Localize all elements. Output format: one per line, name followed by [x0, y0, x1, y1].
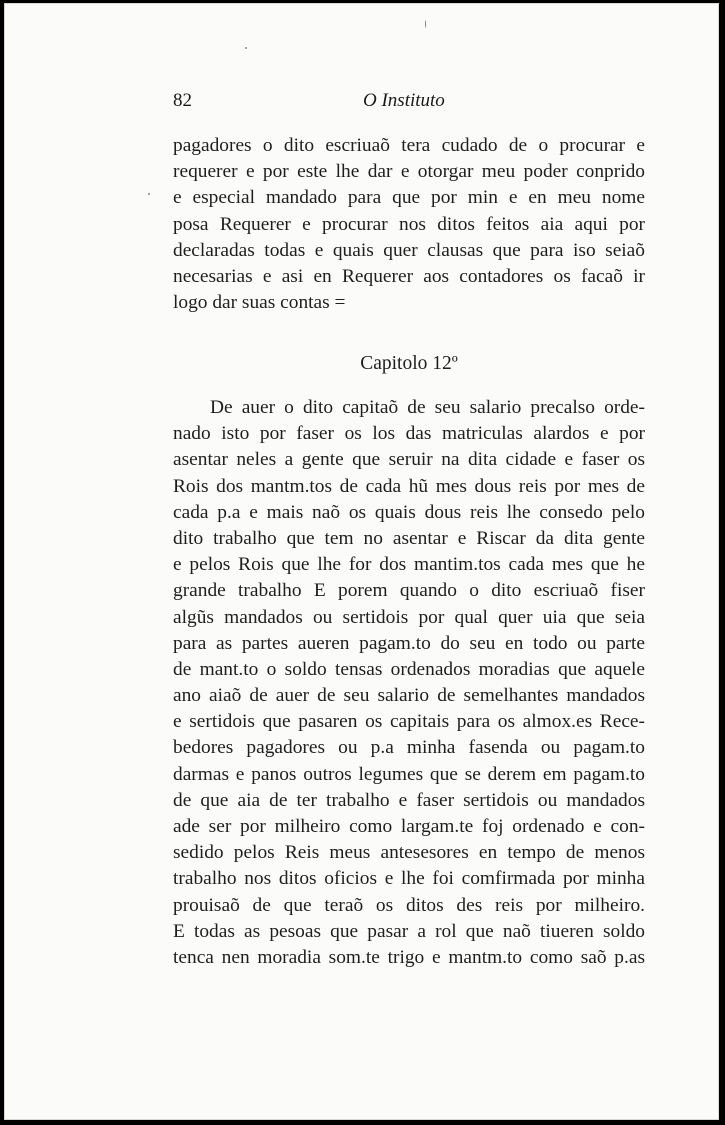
- text-line: algũs mandados ou sertidois por qual quer uia que seia: [173, 606, 645, 628]
- text-line: cada p.a e mais naõ os quais dous reis lhe consedo pelo: [173, 501, 645, 523]
- text-line: e especial mandado para que por min e en meu nome: [173, 187, 645, 209]
- paragraph-2: [173, 395, 645, 971]
- text-line: grande trabalho E porem quando o dito escriuaõ fiser: [173, 580, 645, 602]
- text-line: De auer o dito capitaõ de seu salario precalso orde-: [210, 397, 645, 418]
- text-line: ano aiaõ de auer de seu salario de semelhantes mandados: [173, 685, 645, 707]
- text-line: E todas as pesoas que pasar a rol que naõ tiueren soldo: [173, 920, 645, 942]
- text-line: ade ser por milheiro como largam.te foj ordenado e con-: [173, 816, 645, 837]
- text-line: requerer e por este lhe dar e otorgar meu poder conprido: [173, 161, 645, 183]
- text-line: sedido pelos Reis meus antesesores en tempo de menos: [173, 842, 645, 864]
- page-number: 82: [173, 90, 192, 111]
- text-line: bedores pagadores ou p.a minha fasenda ou pagam.to: [173, 737, 645, 759]
- running-title: O Instituto: [363, 90, 445, 111]
- text-line: tenca nen moradia som.te trigo e mantm.to como saõ p.as: [173, 946, 645, 968]
- chapter-heading: Capitolo 12º: [360, 353, 458, 374]
- text-line: Rois dos mantm.tos de cada hũ mes dous reis por mes de: [173, 475, 645, 497]
- text-line: asentar neles a gente que seruir na dita cidade e faser os: [173, 449, 645, 471]
- book-page: [4, 3, 719, 1120]
- paper-speck: [425, 20, 426, 28]
- text-line: e sertidois que pasaren os capitais para os almox.es Rece-: [173, 711, 645, 733]
- text-line: logo dar suas contas =: [173, 292, 346, 314]
- text-line: de que aia de ter trabalho e faser sertidois ou mandados: [173, 789, 645, 811]
- text-line: e pelos Rois que lhe for dos mantim.tos cada mes que he: [173, 554, 645, 576]
- text-line: para as partes aueren pagam.to do seu en todo ou parte: [173, 632, 645, 654]
- paper-speck: [245, 47, 247, 49]
- text-line: de mant.to o soldo tensas ordenados moradias que aquele: [173, 658, 645, 680]
- text-line: dito trabalho que tem no asentar e Riscar da dita gente: [173, 527, 645, 549]
- text-line: necesarias e asi en Requerer aos contadores os facaõ ir: [173, 265, 645, 287]
- text-line: trabalho nos ditos oficios e lhe foi comfirmada por minha: [173, 868, 645, 890]
- text-line: prouisaõ de que teraõ os ditos des reis por milheiro.: [173, 894, 645, 916]
- text-line: darmas e panos outros legumes que se derem em pagam.to: [173, 763, 645, 785]
- text-line: nado isto por faser os los das matriculas alardos e por: [173, 423, 645, 445]
- paragraph-1: [173, 133, 645, 316]
- text-line: posa Requerer e procurar nos ditos feitos aia aqui por: [173, 213, 645, 235]
- text-line: declaradas todas e quais quer clausas que para iso seiaõ: [173, 239, 645, 261]
- text-line: pagadores o dito escriuaõ tera cudado de o procurar e: [173, 135, 645, 156]
- running-head: [173, 90, 645, 118]
- paper-speck: [148, 193, 150, 195]
